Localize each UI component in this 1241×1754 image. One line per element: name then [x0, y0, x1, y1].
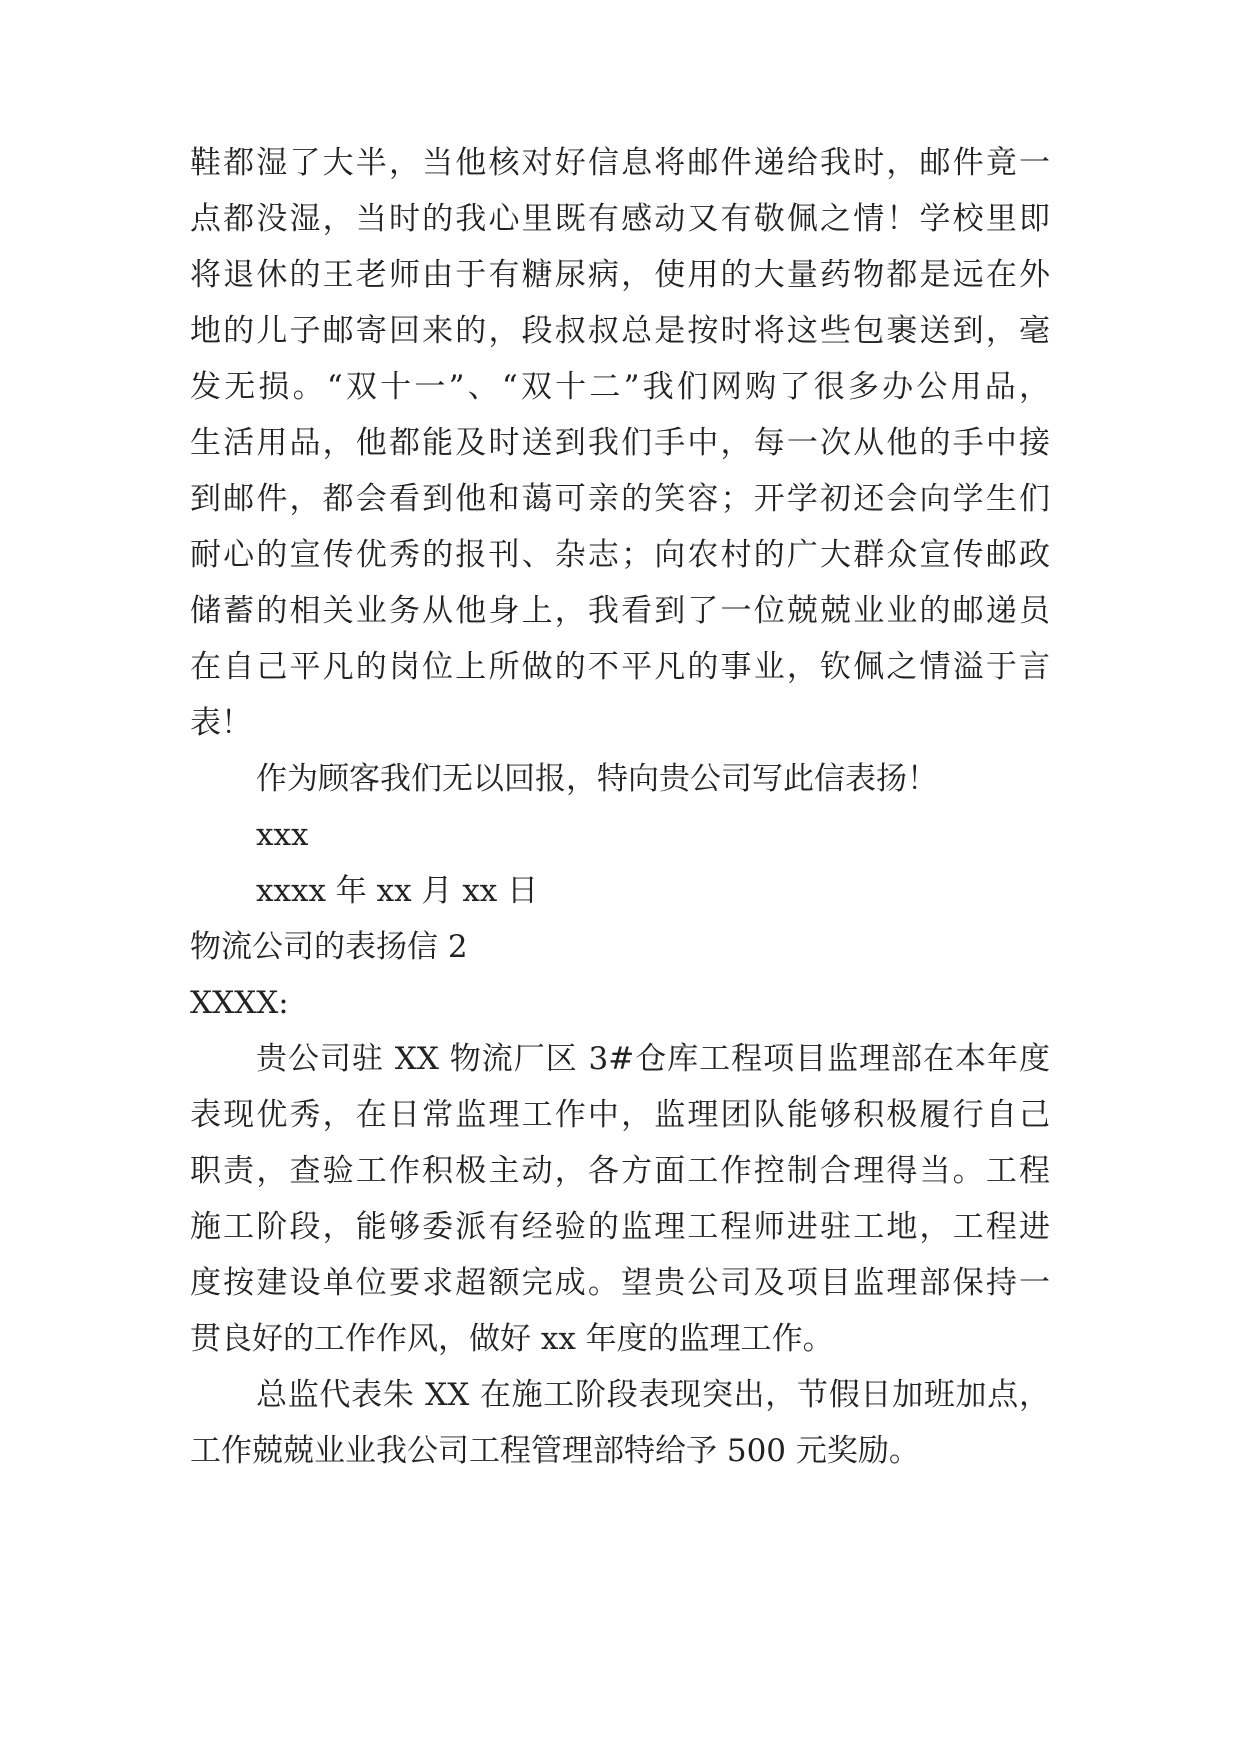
body-line: 储蓄的相关业务从他身上，我看到了一位兢兢业业的邮递员 — [190, 593, 1050, 629]
body-line: 施工阶段，能够委派有经验的监理工程师进驻工地，工程进 — [190, 1209, 1050, 1245]
date: xxxx 年 xx 月 xx 日 — [256, 873, 539, 909]
body-line: 地的儿子邮寄回来的，段叔叔总是按时将这些包裹送到，毫 — [190, 313, 1050, 349]
body-line: 工作兢兢业业我公司工程管理部特给予 500 元奖励。 — [190, 1433, 920, 1469]
body-line: 表现优秀，在日常监理工作中，监理团队能够积极履行自己 — [190, 1097, 1050, 1133]
body-line: 发无损。“双十一”、“双十二”我们网购了很多办公用品， — [190, 369, 1050, 405]
salutation: XXXX: — [190, 985, 289, 1021]
body-line: 耐心的宣传优秀的报刊、杂志；向农村的广大群众宣传邮政 — [190, 537, 1050, 573]
signature: xxx — [256, 817, 309, 853]
body-line: 到邮件，都会看到他和蔼可亲的笑容；开学初还会向学生们 — [190, 481, 1050, 517]
body-line: 总监代表朱 XX 在施工阶段表现突出，节假日加班加点， — [256, 1377, 1050, 1413]
body-line: 将退休的王老师由于有糖尿病，使用的大量药物都是远在外 — [190, 257, 1050, 293]
body-line: 度按建设单位要求超额完成。望贵公司及项目监理部保持一 — [190, 1265, 1050, 1301]
section-title: 物流公司的表扬信 2 — [190, 929, 468, 965]
body-line: 鞋都湿了大半，当他核对好信息将邮件递给我时，邮件竟一 — [190, 145, 1050, 181]
closing-line: 作为顾客我们无以回报，特向贵公司写此信表扬！ — [256, 761, 938, 797]
body-line: 点都没湿，当时的我心里既有感动又有敬佩之情！学校里即 — [190, 201, 1050, 237]
body-line: 职责，查验工作积极主动，各方面工作控制合理得当。工程 — [190, 1153, 1050, 1189]
body-line: 生活用品，他都能及时送到我们手中，每一次从他的手中接 — [190, 425, 1050, 461]
body-line: 在自己平凡的岗位上所做的不平凡的事业，钦佩之情溢于言 — [190, 649, 1050, 685]
body-line: 贯良好的工作作风，做好 xx 年度的监理工作。 — [190, 1321, 834, 1357]
body-line: 贵公司驻 XX 物流厂区 3#仓库工程项目监理部在本年度 — [256, 1041, 1050, 1077]
body-line: 表！ — [190, 705, 252, 741]
